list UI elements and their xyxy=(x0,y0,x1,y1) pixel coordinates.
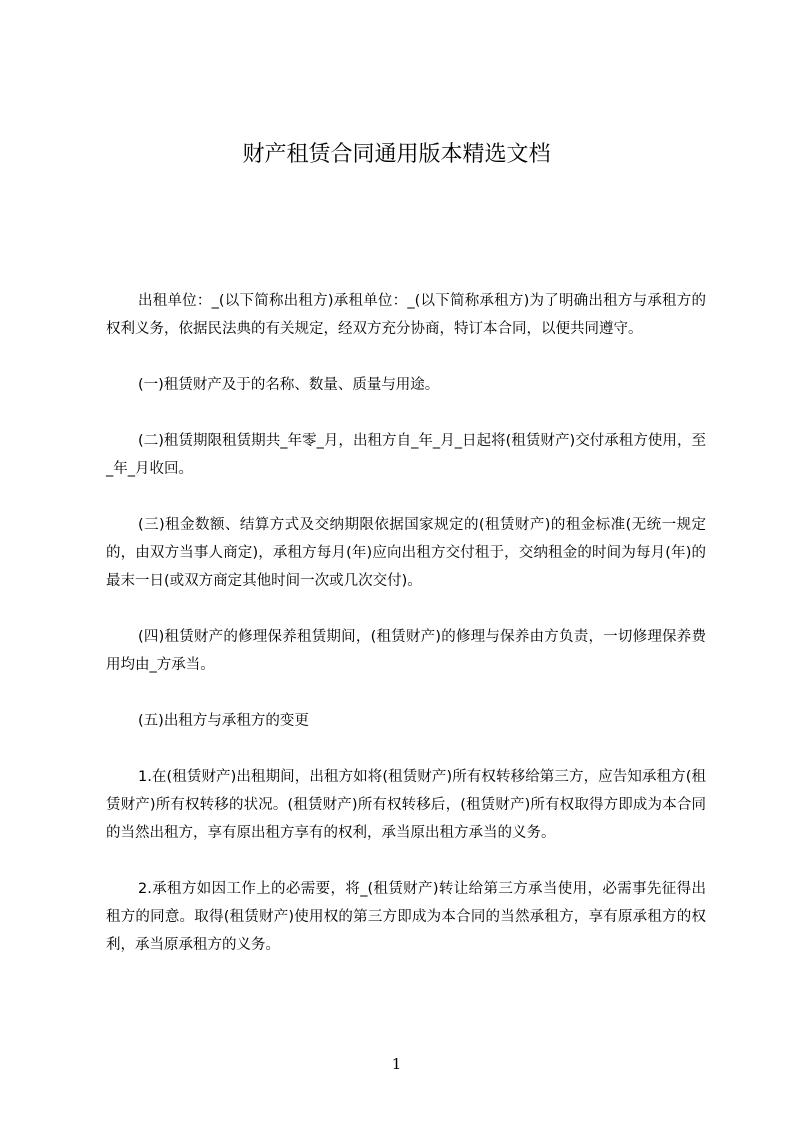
paragraph-clause-3: (三)租金数额、结算方式及交纳期限依据国家规定的(租赁财产)的租金标准(无统一规定的，由双方当事人商定)，承租方每月(年)应向出租方交付租于，交纳租金的时间为每月(年)的最末一日(或双方商定其他时间一次或几次交付)。 xyxy=(106,517,707,589)
paragraph-clause-5: (五)出租方与承租方的变更 xyxy=(138,713,309,729)
page-number: 1 xyxy=(391,1055,402,1073)
paragraph-clause-4: (四)租赁财产的修理保养租赁期间，(租赁财产)的修理与保养由方负责，一切修理保养费用均由_方承当。 xyxy=(106,629,706,673)
document-body xyxy=(106,287,706,959)
paragraph-clause-2: (二)租赁期限租赁期共_年零_月，出租方自_年_月_日起将(租赁财产)交付承租方使用，至_年_月收回。 xyxy=(106,433,706,477)
document-title: 财产租赁合同通用版本精选文档 xyxy=(242,142,551,167)
paragraph-clause-1: (一)租赁财产及于的名称、数量、质量与用途。 xyxy=(138,377,440,393)
paragraph-clause-5-item-2: 2.承租方如因工作上的必需要，将_(租赁财产)转让给第三方承当使用，必需事先征得出租方的同意。取得(租赁财产)使用权的第三方即成为本合同的当然承租方，享有原承租方的权利，承当原承租方的义务。 xyxy=(106,881,706,953)
paragraph-clause-5-item-1: 1.在(租赁财产)出租期间，出租方如将(租赁财产)所有权转移给第三方，应告知承租方(租赁财产)所有权转移的状况。(租赁财产)所有权转移后，(租赁财产)所有权取得方即成为本合同的当然出租方，享有原出租方享有的权利，承当原出租方承当的义务。 xyxy=(106,769,706,841)
paragraph-intro: 出租单位：_(以下简称出租方)承租单位：_(以下简称承租方)为了明确出租方与承租方的权利义务，依据民法典的有关规定，经双方充分协商，特订本合同，以便共同遵守。 xyxy=(106,293,706,337)
